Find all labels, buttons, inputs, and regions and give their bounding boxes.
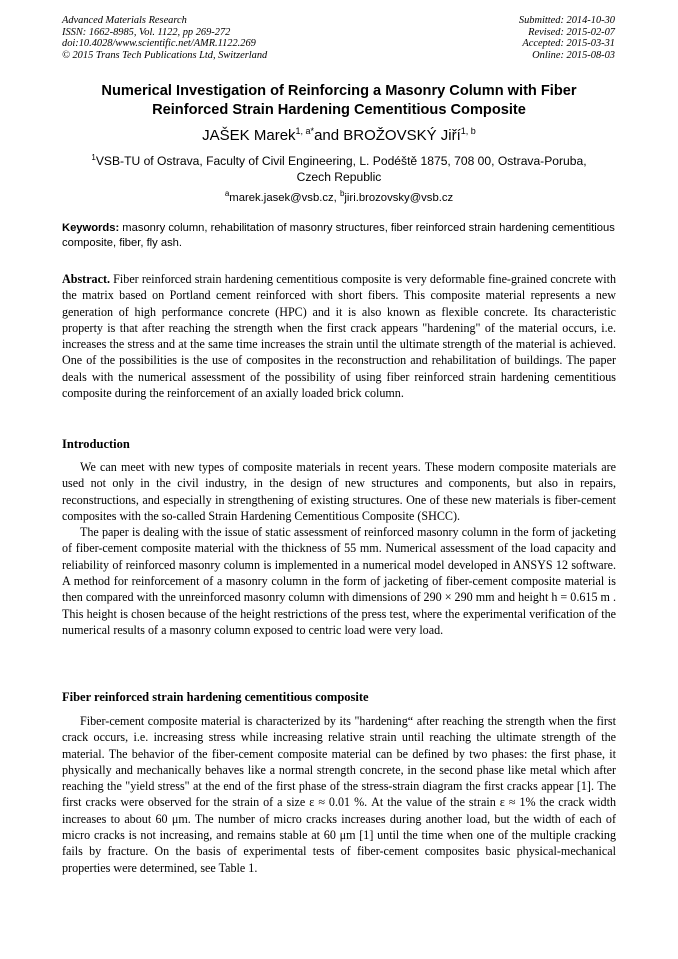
journal-name: Advanced Materials Research [62, 15, 187, 26]
author-2-name: BROŽOVSKÝ Jiří [343, 127, 461, 144]
abstract-label: Abstract. [62, 272, 111, 286]
author-and: and [314, 127, 340, 144]
email-b[interactable]: jiri.brozovsky@vsb.cz [344, 191, 454, 204]
author-emails [62, 187, 616, 205]
fiber-section [62, 713, 616, 876]
dates-info [519, 15, 615, 61]
keywords-label: Keywords: [62, 222, 120, 234]
journal-info [62, 15, 267, 61]
affiliation-line-1: VSB-TU of Ostrava, Faculty of Civil Engineering, L. Podéště 1875, 708 00, Ostrava-Poruba, [95, 154, 587, 169]
date-accepted: Accepted: 2015-03-31 [522, 38, 615, 50]
author-1-name: JAŠEK Marek [202, 127, 296, 144]
email-a[interactable]: marek.jasek@vsb.cz, [229, 191, 340, 204]
journal-copyright: © 2015 Trans Tech Publications Ltd, Switzerland [62, 49, 268, 61]
abstract-text: Fiber reinforced strain hardening cementitious composite is very deformable fine-grained concrete with the matrix based on Portland cement reinforced with short fibers. This composite material represents a new generation of high performance concrete (HPC) and it is also known as flexible concrete. Its characteristic property is that after reaching the strength when the first crack appears "hardening" of the material occurs, i.e. increases the stress and at the same time increases the strain until the ultimate strength of the material is achieved. One of the possibilities is the use of composites in the reconstruction and rehabilitation of buildings. The paper deals with the numerical assessment of the possibility of using fiber reinforced strain hardening cementitious composite during the reinforcement of an axially loaded brick column. [62, 272, 616, 401]
date-revised: Revised: 2015-02-07 [528, 26, 615, 38]
title-line-1: Numerical Investigation of Reinforcing a Masonry Column with Fiber [101, 83, 577, 99]
email-b-sup: b [339, 189, 345, 198]
introduction-heading: Introduction [62, 437, 130, 451]
affiliation-line-2: Czech Republic [296, 170, 382, 185]
affiliation [62, 150, 616, 185]
introduction-paragraph-1: We can meet with new types of composite materials in recent years. These modern composite materials are used not only in the civil industry, in the design of new structures and components, but also in repairs, reconstructions, and especially in strengthening of existing structures. One of these new materials is fiber-cement composites with the so-called Strain Hardening Cementitious Composite (SHCC). [62, 460, 616, 523]
abstract-section [62, 271, 616, 401]
affiliation-sup: 1 [91, 153, 96, 162]
journal-doi[interactable]: doi:10.4028/www.scientific.net/AMR.1122.269 [62, 38, 256, 50]
date-submitted: Submitted: 2014-10-30 [518, 15, 615, 26]
date-online: Online: 2015-08-03 [532, 49, 615, 61]
author-1-sup: 1, a* [295, 126, 315, 136]
fiber-section-heading: Fiber reinforced strain hardening cementitious composite [62, 690, 369, 704]
author-2-sup: 1, b [460, 126, 476, 136]
keywords [62, 221, 616, 251]
introduction-section [62, 459, 616, 638]
author-list [50, 122, 628, 145]
fiber-paragraph-1: Fiber-cement composite material is characterized by its "hardening“ after reaching the strength when the first crack occurs, i.e. increasing stress while increasing relative strain until reaching the ultimate strength of the material. The behavior of the fiber-cement composite material can be defined by two phases: the first phase, it physically and mechanically behaves like a normal strength concrete, in the second phase like metal which after reaching the "yield stress" at the end of the first phase of the stress-strain diagram the first cracks appear [1]. The first cracks were observed for the strain of a size ε ≈ 0.01 %. At the value of the strain ε ≈ 1% the crack width increases to about 60 μm. The number of micro cracks increases during another load, but the width of each of micro cracks is not increasing, and remains stable at 60 μm [1] until the time when one of the multiple cracking fails by fracture. On the basis of experimental tests of fiber-cement composites basic physical-mechanical properties were determined, see Table 1. [62, 714, 616, 875]
keywords-text: masonry column, rehabilitation of masonry structures, fiber reinforced strain hardening cementitious composite, fiber, fly ash. [62, 222, 615, 249]
email-a-sup: a [224, 189, 230, 198]
paper-title [50, 82, 628, 120]
introduction-paragraph-2: The paper is dealing with the issue of static assessment of reinforced masonry column in the form of jacketing of fiber-cement composite material with the thickness of 55 mm. Numerical assessment of the load capacity and reliability of reinforced masonry column is implemented in a numerical model developed in ANSYS 12 software. A method for reinforcement of a masonry column in the form of jacketing of fiber-cement composite material is then compared with the unreinforced masonry column with dimensions of 290 × 290 mm and height h = 0.615 m . This height is chosen because of the height restrictions of the press test, where the experimental verification of the numerical results of a masonry column exposed to centric load were very load. [62, 525, 616, 637]
title-line-2: Reinforced Strain Hardening Cementitious Composite [152, 102, 526, 118]
journal-issn: ISSN: 1662-8985, Vol. 1122, pp 269-272 [62, 26, 231, 38]
